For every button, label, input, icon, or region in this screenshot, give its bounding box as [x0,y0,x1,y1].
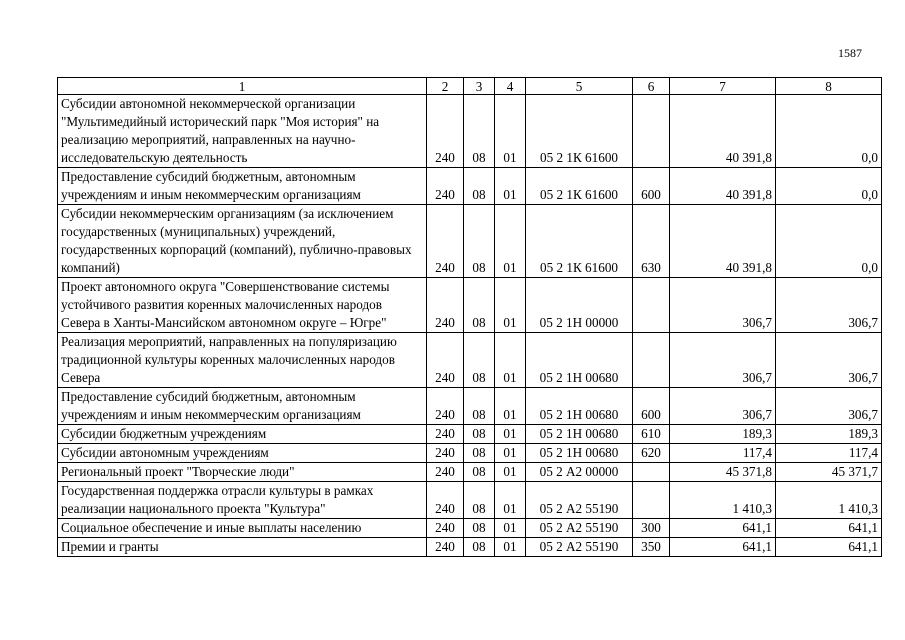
cell-code-2: 240 [427,444,464,463]
cell-amount-8: 45 371,7 [776,463,882,482]
row-name: Региональный проект "Творческие люди" [58,463,427,482]
cell-code-4: 01 [495,388,526,425]
cell-amount-7: 40 391,8 [670,205,776,278]
row-name: Предоставление субсидий бюджетным, автономным учреждениям и иным некоммерческим организациям [58,388,427,425]
cell-code-4: 01 [495,519,526,538]
cell-code-3: 08 [464,482,495,519]
table-row [58,538,882,557]
cell-code-6 [633,333,670,388]
cell-amount-8: 306,7 [776,278,882,333]
cell-amount-8: 0,0 [776,95,882,168]
row-name: Социальное обеспечение и иные выплаты населению [58,519,427,538]
cell-code-2: 240 [427,538,464,557]
budget-table [57,77,882,557]
cell-code-3: 08 [464,388,495,425]
cell-code-5: 05 2 1Н 00680 [526,388,633,425]
cell-code-6: 600 [633,388,670,425]
cell-amount-7: 306,7 [670,278,776,333]
cell-code-5: 05 2 1К 61600 [526,205,633,278]
cell-amount-7: 306,7 [670,333,776,388]
cell-code-3: 08 [464,333,495,388]
cell-code-6: 600 [633,168,670,205]
header-cell: 2 [427,78,464,95]
cell-amount-7: 1 410,3 [670,482,776,519]
cell-code-2: 240 [427,95,464,168]
cell-code-5: 05 2 1Н 00000 [526,278,633,333]
cell-code-6 [633,278,670,333]
cell-amount-7: 306,7 [670,388,776,425]
cell-code-5: 05 2 А2 55190 [526,538,633,557]
table-row [58,388,882,425]
cell-code-3: 08 [464,425,495,444]
table-row [58,444,882,463]
cell-code-4: 01 [495,168,526,205]
cell-code-4: 01 [495,278,526,333]
cell-amount-8: 641,1 [776,519,882,538]
cell-code-3: 08 [464,444,495,463]
header-cell: 3 [464,78,495,95]
cell-amount-8: 641,1 [776,538,882,557]
cell-code-6: 300 [633,519,670,538]
table-row [58,205,882,278]
cell-code-2: 240 [427,388,464,425]
cell-code-6 [633,482,670,519]
cell-code-5: 05 2 1К 61600 [526,168,633,205]
cell-amount-7: 45 371,8 [670,463,776,482]
cell-amount-8: 189,3 [776,425,882,444]
cell-code-3: 08 [464,168,495,205]
cell-code-6: 350 [633,538,670,557]
table-row [58,482,882,519]
row-name: Субсидии автономным учреждениям [58,444,427,463]
cell-code-2: 240 [427,482,464,519]
page-number: 1587 [838,46,862,60]
row-name: Субсидии некоммерческим организациям (за исключением государственных (муниципальных) учреждений, государственных корпораций (компаний), публично-правовых компаний) [58,205,427,278]
cell-code-4: 01 [495,425,526,444]
header-cell: 7 [670,78,776,95]
cell-code-4: 01 [495,444,526,463]
cell-code-6: 630 [633,205,670,278]
cell-code-5: 05 2 А2 00000 [526,463,633,482]
cell-amount-7: 117,4 [670,444,776,463]
cell-amount-7: 40 391,8 [670,168,776,205]
row-name: Реализация мероприятий, направленных на популяризацию традиционной культуры коренных малочисленных народов Севера [58,333,427,388]
cell-code-3: 08 [464,519,495,538]
table-row [58,168,882,205]
cell-code-2: 240 [427,463,464,482]
cell-amount-7: 189,3 [670,425,776,444]
header-row [58,78,882,95]
header-cell: 6 [633,78,670,95]
table-row [58,333,882,388]
table-row [58,519,882,538]
cell-code-5: 05 2 А2 55190 [526,482,633,519]
cell-code-2: 240 [427,425,464,444]
cell-code-6: 610 [633,425,670,444]
cell-code-4: 01 [495,205,526,278]
table-row [58,463,882,482]
cell-code-3: 08 [464,278,495,333]
cell-code-3: 08 [464,205,495,278]
header-cell: 1 [58,78,427,95]
cell-amount-8: 0,0 [776,205,882,278]
cell-code-2: 240 [427,519,464,538]
cell-amount-8: 306,7 [776,333,882,388]
cell-amount-7: 641,1 [670,519,776,538]
header-cell: 4 [495,78,526,95]
table-row [58,278,882,333]
table-row [58,425,882,444]
cell-code-4: 01 [495,463,526,482]
cell-code-4: 01 [495,333,526,388]
header-cell: 8 [776,78,882,95]
row-name: Премии и гранты [58,538,427,557]
cell-code-4: 01 [495,538,526,557]
cell-code-5: 05 2 1К 61600 [526,95,633,168]
cell-code-5: 05 2 А2 55190 [526,519,633,538]
cell-code-2: 240 [427,278,464,333]
cell-amount-7: 40 391,8 [670,95,776,168]
cell-code-5: 05 2 1Н 00680 [526,444,633,463]
cell-code-5: 05 2 1Н 00680 [526,425,633,444]
cell-code-5: 05 2 1Н 00680 [526,333,633,388]
cell-code-3: 08 [464,538,495,557]
cell-amount-7: 641,1 [670,538,776,557]
cell-code-2: 240 [427,205,464,278]
row-name: Субсидии бюджетным учреждениям [58,425,427,444]
cell-amount-8: 117,4 [776,444,882,463]
row-name: Предоставление субсидий бюджетным, автономным учреждениям и иным некоммерческим организациям [58,168,427,205]
row-name: Проект автономного округа "Совершенствование системы устойчивого развития коренных малочисленных народов Севера в Ханты-Мансийском автономном округе – Югре" [58,278,427,333]
cell-code-6 [633,95,670,168]
cell-code-2: 240 [427,168,464,205]
cell-code-6: 620 [633,444,670,463]
header-cell: 5 [526,78,633,95]
cell-amount-8: 1 410,3 [776,482,882,519]
cell-code-6 [633,463,670,482]
cell-code-4: 01 [495,95,526,168]
row-name: Субсидии автономной некоммерческой организации "Мультимедийный исторический парк "Моя история" на реализацию мероприятий, направленных на научно-исследовательскую деятельность [58,95,427,168]
row-name: Государственная поддержка отрасли культуры в рамках реализации национального проекта "Культура" [58,482,427,519]
cell-code-4: 01 [495,482,526,519]
table-row [58,95,882,168]
cell-code-2: 240 [427,333,464,388]
cell-code-3: 08 [464,95,495,168]
cell-amount-8: 0,0 [776,168,882,205]
cell-amount-8: 306,7 [776,388,882,425]
cell-code-3: 08 [464,463,495,482]
